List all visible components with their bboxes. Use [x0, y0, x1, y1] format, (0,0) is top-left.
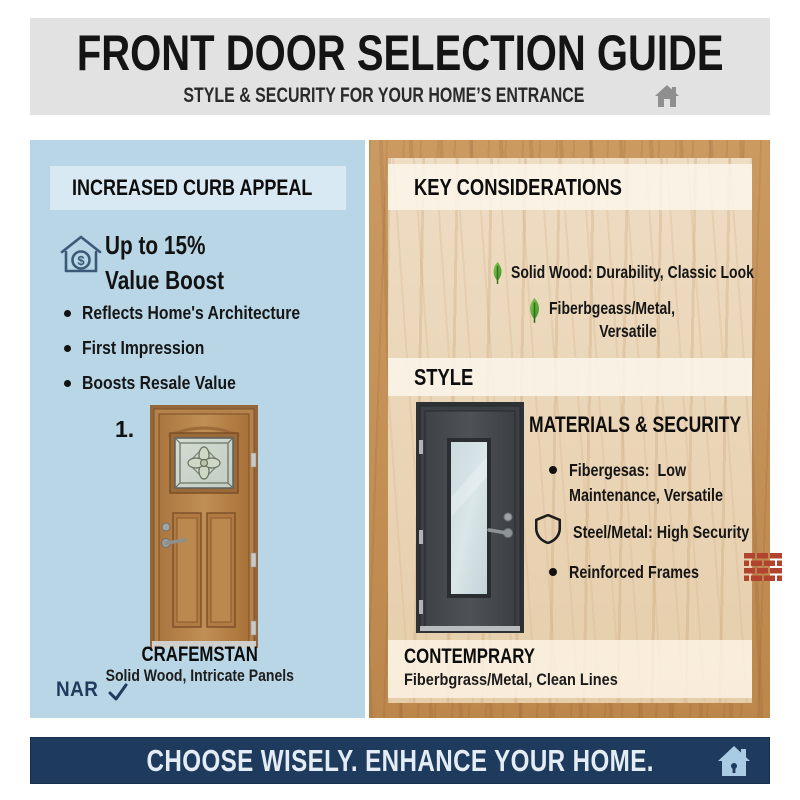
bullet-dot [549, 466, 557, 474]
shield-icon [535, 514, 561, 544]
bullet-dot [549, 568, 557, 576]
consideration-label-line1: Fiberbgeass/Metal, [549, 298, 676, 318]
material-item [535, 514, 788, 545]
contemporary-door-image [416, 402, 524, 638]
door-number-label: 1. [115, 416, 135, 442]
considerations-panel [369, 140, 770, 718]
value-boost-line1: Up to 15% [105, 230, 206, 260]
value-boost-text [105, 228, 254, 298]
home-keyhole-icon [717, 745, 751, 777]
leaf-icon [526, 298, 543, 324]
door-style-desc: Fiberbgrass/Metal, Clean Lines [404, 671, 618, 689]
curb-appeal-title: INCREASED CURB APPEAL [72, 175, 313, 200]
footer-text: CHOOSE WISELY. ENHANCE YOUR HOME. [146, 742, 654, 778]
consideration-item [526, 298, 707, 342]
curb-appeal-header [50, 166, 346, 210]
footer-banner [30, 737, 770, 784]
brick-wall-icon [744, 552, 782, 582]
style-header [388, 358, 752, 396]
list-item [64, 333, 226, 363]
bullet-label: Reflects Home's Architecture [82, 302, 301, 323]
key-considerations-title: KEY CONSIDERATIONS [414, 174, 622, 200]
list-item [64, 298, 339, 328]
bullet-label: Boosts Resale Value [82, 372, 236, 393]
nar-badge [56, 678, 128, 702]
door-style-name: CONTEMPRARY [404, 645, 535, 668]
value-boost-line2: Value Boost [105, 265, 225, 295]
material-label: Steel/Metal: High Security [573, 522, 750, 542]
material-item [549, 458, 757, 508]
page-subtitle-row [120, 84, 680, 108]
checkmark-icon [108, 683, 128, 701]
home-icon [654, 84, 680, 108]
key-considerations-header [388, 164, 752, 210]
craftsman-door-image [150, 405, 258, 653]
door-caption [50, 643, 350, 667]
consideration-label-line2: Versatile [598, 321, 657, 341]
bullet-dot [64, 380, 71, 387]
door-style-name: CRAFEMSTAN [141, 643, 259, 666]
page-title: FRONT DOOR SELECTION GUIDE [76, 25, 724, 82]
bullet-label: First Impression [82, 337, 205, 358]
material-item [549, 552, 782, 585]
material-label: Fibergesas: Low Maintenance, Versatile [569, 460, 723, 505]
list-item [64, 368, 263, 398]
bullet-dot [64, 310, 71, 317]
consideration-label: Solid Wood: Durability, Classic Look [511, 262, 754, 282]
svg-text:$: $ [77, 253, 85, 268]
page-subtitle: STYLE & SECURITY FOR YOUR HOME’S ENTRANCE [183, 83, 585, 107]
material-label: Reinforced Frames [569, 562, 699, 582]
house-dollar-icon [58, 232, 104, 281]
leaf-icon [490, 262, 505, 285]
consideration-item [490, 262, 800, 285]
header-banner [30, 18, 770, 115]
bullet-dot [64, 345, 71, 352]
contemporary-caption [388, 640, 752, 698]
nar-badge-text: NAR [56, 678, 99, 701]
door-style-desc: Solid Wood, Intricate Panels [105, 667, 295, 685]
curb-appeal-panel [30, 140, 365, 718]
materials-security-title: MATERIALS & SECURITY [529, 412, 742, 437]
style-title: STYLE [414, 364, 474, 390]
